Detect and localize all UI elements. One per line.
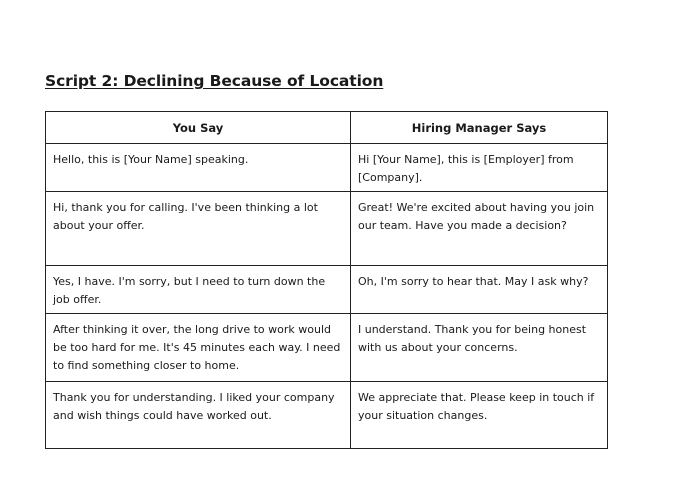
hiring-manager-cell: We appreciate that. Please keep in touch if your situation changes. [351, 382, 608, 449]
you-say-cell: Yes, I have. I'm sorry, but I need to turn down the job offer. [46, 266, 351, 314]
script-heading: Script 2: Declining Because of Location [45, 72, 384, 90]
header-you-say: You Say [46, 112, 351, 144]
hiring-manager-cell: Hi [Your Name], this is [Employer] from [Company]. [351, 144, 608, 192]
table-row [46, 266, 608, 314]
hiring-manager-cell: Oh, I'm sorry to hear that. May I ask why? [351, 266, 608, 314]
you-say-cell: Hello, this is [Your Name] speaking. [46, 144, 351, 192]
hiring-manager-cell: I understand. Thank you for being honest with us about your concerns. [351, 314, 608, 382]
you-say-cell: Hi, thank you for calling. I've been thinking a lot about your offer. [46, 192, 351, 266]
table-row [46, 144, 608, 192]
you-say-cell: After thinking it over, the long drive to work would be too hard for me. It's 45 minutes each way. I need to find something closer to home. [46, 314, 351, 382]
table-row [46, 382, 608, 449]
script-table [45, 111, 608, 449]
you-say-cell: Thank you for understanding. I liked your company and wish things could have worked out. [46, 382, 351, 449]
table-row [46, 192, 608, 266]
table-header-row [46, 112, 608, 144]
header-hiring-manager-says: Hiring Manager Says [351, 112, 608, 144]
hiring-manager-cell: Great! We're excited about having you join our team. Have you made a decision? [351, 192, 608, 266]
table-row [46, 314, 608, 382]
